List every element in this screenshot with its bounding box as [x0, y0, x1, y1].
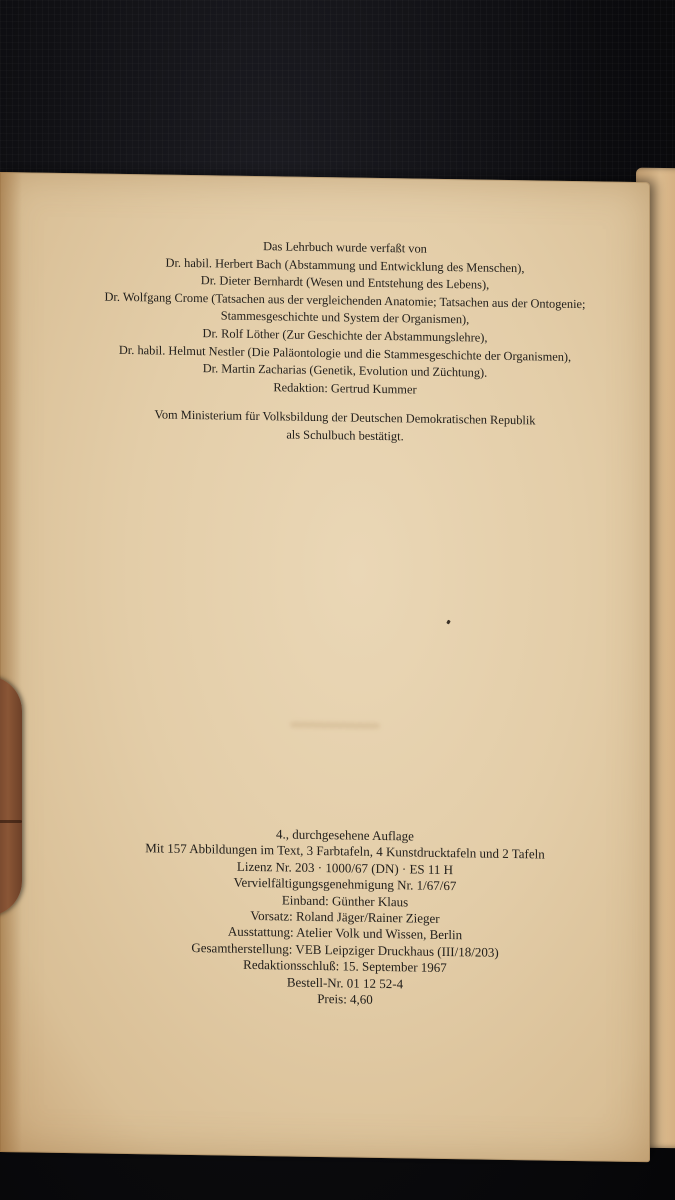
- paper-smudge: [290, 722, 380, 729]
- book-page: [0, 172, 650, 1162]
- illustrations-line: Mit 157 Abbildungen im Text, 3 Farbtafeln, 4 Kunstdrucktafeln und 2 Tafeln: [145, 840, 545, 862]
- production-line: Gesamtherstellung: VEB Leipziger Druckhaus (III/18/203): [191, 939, 499, 960]
- edition-line: 4., durchgesehene Auflage: [276, 826, 414, 844]
- ministry-line: als Schulbuch bestätigt.: [286, 427, 404, 444]
- author-line: Dr. Martin Zacharias (Genetik, Evolution und Züchtung).: [202, 361, 488, 380]
- author-line-continuation: Stammesgeschichte und System der Organismen),: [220, 308, 470, 327]
- authors-intro: Das Lehrbuch wurde verfaßt von: [263, 239, 427, 256]
- imprint-block: [55, 823, 635, 1013]
- authors-block: [40, 235, 650, 450]
- thumb-crease: [0, 820, 22, 823]
- ink-speck: [446, 620, 451, 625]
- design-credit-line: Ausstattung: Atelier Volk und Wissen, Berlin: [227, 924, 463, 943]
- ministry-line: Vom Ministerium für Volksbildung der Deutschen Demokratischen Republik: [154, 407, 536, 428]
- ministry-approval: [40, 405, 650, 450]
- background-fabric: [0, 0, 675, 190]
- author-line: Dr. habil. Helmut Nestler (Die Paläontologie und die Stammesgeschichte der Organismen),: [118, 342, 572, 364]
- author-line: Dr. habil. Herbert Bach (Abstammung und Entwicklung des Menschen),: [165, 255, 525, 275]
- binding-credit-line: Einband: Günther Klaus: [281, 892, 409, 910]
- editor-line: Redaktion: Gertrud Kummer: [273, 380, 417, 397]
- reproduction-permit-line: Vervielfältigungsgenehmigung Nr. 1/67/67: [233, 874, 457, 894]
- author-line: Dr. Dieter Bernhardt (Wesen und Entstehung des Lebens),: [200, 273, 490, 292]
- endpaper-credit-line: Vorsatz: Roland Jäger/Rainer Zieger: [250, 907, 440, 926]
- holding-thumb: [0, 676, 22, 916]
- author-line: Dr. Wolfgang Crome (Tatsachen aus der vergleichenden Anatomie; Tatsachen aus der Ontogenie;: [104, 289, 586, 311]
- order-number-line: Bestell-Nr. 01 12 52-4: [286, 974, 404, 991]
- editorial-deadline-line: Redaktionsschluß: 15. September 1967: [243, 957, 447, 976]
- price-line: Preis: 4,60: [317, 991, 373, 1007]
- license-line: Lizenz Nr. 203 · 1000/67 (DN) · ES 11 H: [236, 858, 454, 877]
- author-line: Dr. Rolf Löther (Zur Geschichte der Abstammungslehre),: [202, 326, 488, 345]
